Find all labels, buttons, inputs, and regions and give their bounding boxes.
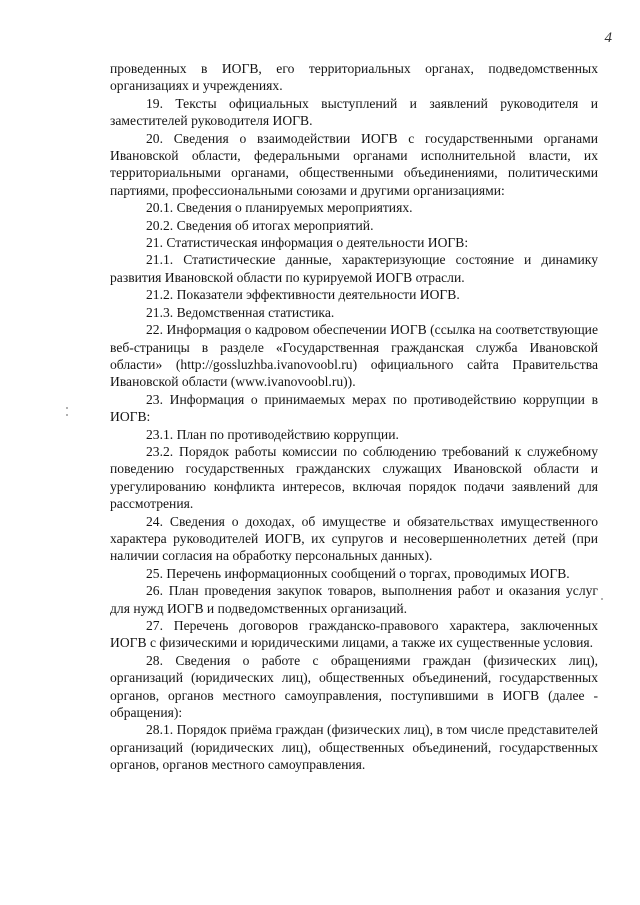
paragraph-23: 23. Информация о принимаемых мерах по противодействию коррупции в ИОГВ: — [110, 391, 598, 425]
paragraph-19: 19. Тексты официальных выступлений и заявлений руководителя и заместителей руководителя ИОГВ. — [110, 95, 598, 129]
paragraph-23-1: 23.1. План по противодействию коррупции. — [146, 426, 399, 442]
paragraph-21-3: 21.3. Ведомственная статистика. — [146, 304, 335, 320]
paragraph-25: 25. Перечень информационных сообщений о торгах, проводимых ИОГВ. — [146, 565, 570, 581]
paragraph-28: 28. Сведения о работе с обращениями граждан (физических лиц), организаций (юридических лиц), общественных объединений, государственных органов, органов местного самоуправления, поступившими в ИОГВ (далее - обращения): — [110, 652, 598, 721]
paragraph-22: 22. Информация о кадровом обеспечении ИОГВ (ссылка на соответствующие веб-страницы в разделе «Государственная гражданская служба Ивановской области» (http://gossluzhba.ivanovoobl.ru) официального сайта Правительства Ивановской области (www.ivanovoobl.ru)). — [110, 322, 598, 390]
scan-speck — [601, 598, 603, 600]
paragraph-26: 26. План проведения закупок товаров, выполнения работ и оказания услуг для нужд ИОГВ и подведомственных организаций. — [110, 583, 598, 616]
paragraph-continuation: проведенных в ИОГВ, его территориальных органах, подведомственных организациях и учреждениях. — [110, 61, 598, 94]
paragraph-28-1: 28.1. Порядок приёма граждан (физических лиц), в том числе представителей организаций (юридических лиц), общественных объединений, государственных органов, органов местного самоуправления. — [110, 722, 598, 773]
paragraph-21-2: 21.2. Показатели эффективности деятельности ИОГВ. — [146, 287, 460, 303]
paragraph-21-1: 21.1. Статистические данные, характеризующие состояние и динамику развития Ивановской области по курируемой ИОГВ отрасли. — [110, 252, 598, 285]
paragraph-20-1: 20.1. Сведения о планируемых мероприятиях. — [146, 200, 413, 216]
paragraph-20-2: 20.2. Сведения об итогах мероприятий. — [146, 217, 374, 233]
paragraph-23-2: 23.2. Порядок работы комиссии по соблюдению требований к служебному поведению государственных гражданских служащих Ивановской области и урегулированию конфликта интересов, включая порядок подачи заявлений для рассмотрения. — [110, 443, 598, 512]
scan-speck — [66, 414, 68, 416]
page-number: 4 — [604, 30, 612, 46]
paragraph-27: 27. Перечень договоров гражданско-правового характера, заключенных ИОГВ с физическими и юридическими лицами, а также их существенные условия. — [110, 618, 598, 651]
paragraph-24: 24. Сведения о доходах, об имуществе и обязательствах имущественного характера руководителей ИОГВ, их супругов и несовершеннолетних детей (при наличии согласия на обработку персональных данных). — [110, 513, 598, 564]
page-body — [110, 60, 598, 774]
paragraph-21: 21. Статистическая информация о деятельности ИОГВ: — [146, 235, 469, 251]
scan-speck — [66, 407, 68, 409]
paragraph-20: 20. Сведения о взаимодействии ИОГВ с государственными органами Ивановской области, федеральными органами исполнительной власти, их территориальными органами, общественными объединениями, политическими партиями, профессиональными союзами и другими организациями: — [110, 130, 598, 198]
